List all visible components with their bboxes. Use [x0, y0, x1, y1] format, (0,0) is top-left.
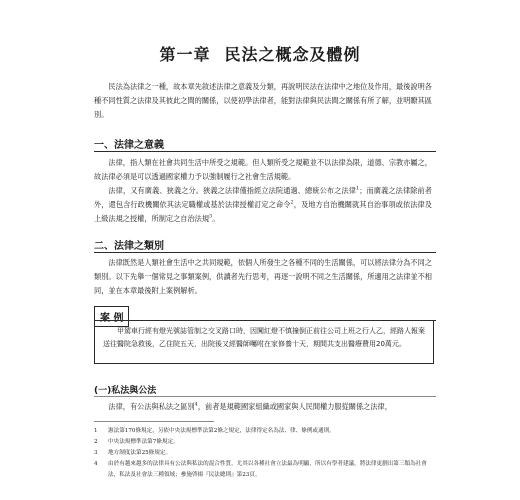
footnote-ref[interactable]: 1 [356, 185, 360, 192]
footnote [94, 426, 436, 437]
section-heading-categories: 二、法律之類別 [94, 241, 164, 252]
section-divider [94, 252, 436, 253]
text-run: 法律，有公法與私法之區別 [108, 402, 195, 411]
paragraph-law-scope [94, 184, 432, 226]
footnote-separator [94, 421, 214, 422]
footnote-ref[interactable]: 3 [209, 213, 213, 220]
footnote-text: 憲法第170條規定，另依中央法規標準法第2條之規定，法律得定名為法、律、條例或通則。 [108, 428, 335, 434]
case-text: 甲駕車行經有燈光號誌管制之交叉路口時，因闖紅燈不慎撞倒正前往公司上班之行人乙，經路人報案送往醫院急救後，乙住院五天，出院後又經醫師囑咐在家修養十天，期間共支出醫療費用20萬元。 [103, 327, 425, 348]
case-box [94, 320, 434, 364]
text-run: ，前者是規範國家組織或國家與人民間權力服從關係之法律， [197, 402, 392, 411]
text-run: ；而廣義之法律除前者外，還包含行政機關依其法定職權或基於法律授權訂定之命令 [94, 186, 432, 209]
text-run: ，及地方自治機關就其自治事項或依法律及上級法規之授權，所制定之自治法規 [94, 200, 432, 223]
text-run: 。 [212, 214, 220, 223]
paragraph-law-definition: 法律，指人類在社會共同生活中所受之規範。但人類所受之規範並不以法律為限，道德、宗教亦屬之，故法律必須是可以透過國家權力予以強制履行之社會生活規範。 [94, 158, 432, 181]
paragraph-private-public [94, 400, 432, 414]
footnote-number: 4 [94, 461, 98, 467]
intro-paragraph: 民法為法律之一種，故本章先敘述法律之意義及分類，再說明民法在法律中之地位及作用，最後說明各種不同性質之法律及其彼此之間的關係，以使初學法律者，能對法律與民法間之關係有所了解，並明瞭其區別。 [94, 82, 432, 119]
footnote-text: 地方制度法第25條規定。 [108, 450, 172, 456]
footnote [94, 459, 436, 481]
footnotes [94, 426, 436, 481]
footnote-text: 由於有越來越多的法律具有公法與私法的混合性質，尤其以各種社會立法最為明顯，所以有學者建議，將法律更劃出第三類為社會法，私法及社會法三種領域；參施啓揚『民法總則』第23頁。 [108, 461, 427, 478]
footnote [94, 437, 436, 448]
case-label: 案 例 [94, 306, 129, 327]
footnote-text: 中央法規標準法第7條規定。 [108, 439, 179, 445]
footnote [94, 448, 436, 459]
footnote-number: 1 [94, 428, 98, 434]
paragraph-law-categories: 法律既然是人類社會生活中之共同規範，依個人所發生之各種不同的生活關係，可以將法律分為不同之類別。以下先舉一個常見之事類案例，供讀者先行思考，再逐一說明不同之生活關係，所適用之法律並不相同，並在本章最後附上案例解析。 [94, 258, 432, 295]
text-run: 法律，又有廣義、狹義之分。狹義之法律僅指經立法院通過、總統公布之法律 [108, 186, 357, 195]
subsection-divider [94, 396, 436, 397]
chapter-title [0, 42, 520, 65]
footnote-number: 2 [94, 439, 98, 445]
footnote-ref[interactable]: 4 [194, 401, 198, 408]
chapter-number: 第一章 [159, 45, 211, 64]
footnote-number: 3 [94, 450, 98, 456]
section-heading-meaning: 一、法律之意義 [94, 140, 164, 151]
chapter-name: 民法之概念及體例 [224, 45, 361, 64]
section-divider [94, 151, 436, 152]
footnote-ref[interactable]: 2 [290, 199, 294, 206]
subsection-heading-private-public: (一)私法與公法 [94, 386, 157, 396]
